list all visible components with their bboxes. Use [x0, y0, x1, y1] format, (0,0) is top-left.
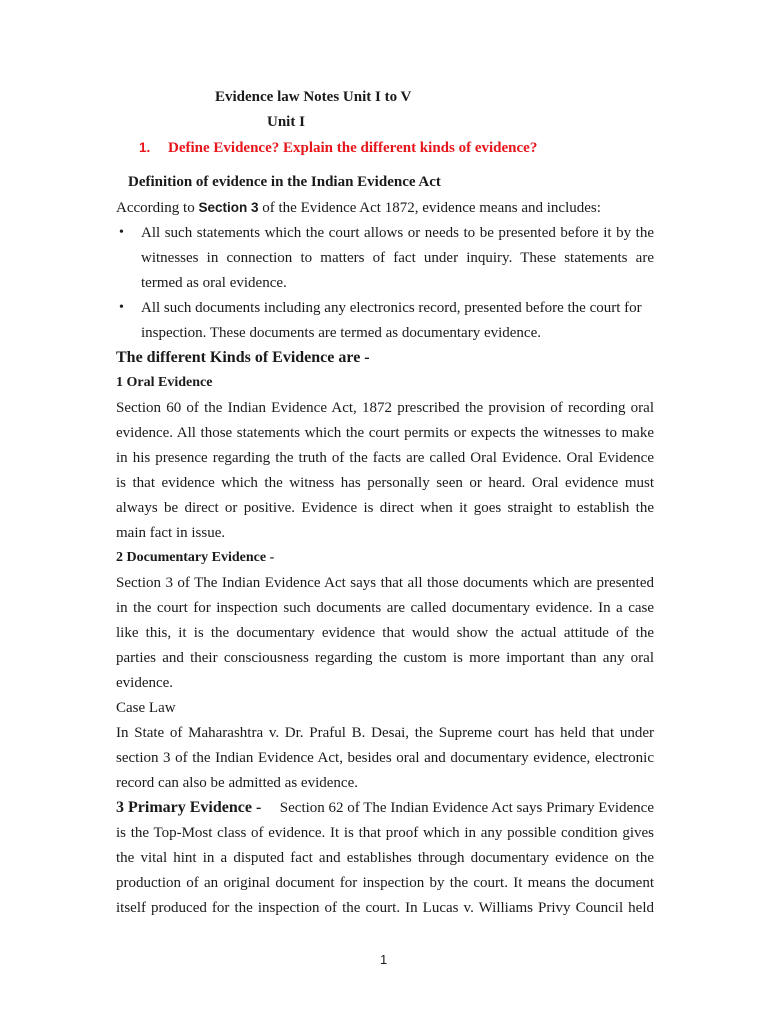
oral-para-line: is that evidence which the witness has personally seen or heard. Oral evidence must: [116, 475, 654, 491]
case-law-label: Case Law: [116, 700, 176, 716]
bullet2-line: All such documents including any electronics record, presented before the court for: [141, 300, 642, 316]
bullet1-line: witnesses in connection to matters of fact under inquiry. These statements are: [141, 250, 654, 266]
primary-evidence-heading: 3 Primary Evidence -: [116, 799, 262, 816]
intro-pre: According to: [116, 200, 199, 216]
case-para-line: section 3 of the Indian Evidence Act, besides oral and documentary evidence, electronic: [116, 750, 654, 766]
case-para-line: In State of Maharashtra v. Dr. Praful B. Desai, the Supreme court has held that under: [116, 725, 654, 741]
intro-section-ref: Section 3: [198, 200, 259, 215]
bullet2-line: inspection. These documents are termed as documentary evidence.: [141, 325, 541, 341]
oral-para-line: evidence. All those statements which the court permits or expects the witnesses to make: [116, 425, 654, 441]
primary-para-line: the vital hint in a disputed fact and establishes through documentary evidence on the: [116, 850, 654, 866]
documentary-para-line: evidence.: [116, 675, 174, 691]
page-number: 1: [380, 952, 388, 967]
kinds-heading: The different Kinds of Evidence are -: [116, 349, 370, 366]
oral-para-line: Section 60 of the Indian Evidence Act, 1872 prescribed the provision of recording oral: [116, 400, 654, 416]
documentary-evidence-heading: 2 Documentary Evidence -: [116, 550, 275, 565]
definition-heading: Definition of evidence in the Indian Evidence Act: [128, 174, 441, 190]
primary-para-line: production of an original document for inspection by the court. It means the document: [116, 875, 654, 891]
intro-line: [116, 198, 601, 218]
documentary-para-line: in the court for inspection such documents are called documentary evidence. In a case: [116, 600, 654, 616]
case-para-line: record can also be admitted as evidence.: [116, 775, 358, 791]
question-text: Define Evidence? Explain the different kinds of evidence?: [168, 140, 538, 156]
documentary-para-line: parties and their consciousness regarding the custom is more important than any oral: [116, 650, 654, 666]
bullet-marker: •: [119, 300, 124, 315]
oral-evidence-heading: 1 Oral Evidence: [116, 375, 213, 390]
documentary-para-line: Section 3 of The Indian Evidence Act says that all those documents which are presented: [116, 575, 654, 591]
primary-evidence-line: [116, 798, 654, 818]
document-title: Evidence law Notes Unit I to V: [215, 89, 412, 105]
intro-post: of the Evidence Act 1872, evidence means and includes:: [258, 200, 601, 216]
question-number: 1.: [139, 140, 151, 155]
unit-heading: Unit I: [267, 114, 305, 130]
oral-para-line: main fact in issue.: [116, 525, 226, 541]
documentary-para-line: like this, it is the documentary evidence that would show the actual attitude of the: [116, 625, 654, 641]
primary-para-line: itself produced for the inspection of the court. In Lucas v. Williams Privy Council held: [116, 900, 654, 916]
primary-para-line: is the Top-Most class of evidence. It is that proof which in any possible condition gives: [116, 825, 654, 841]
primary-evidence-first: Section 62 of The Indian Evidence Act says Primary Evidence: [279, 800, 654, 816]
bullet1-line: All such statements which the court allows or needs to be presented before it by the: [141, 225, 654, 241]
question-line: [139, 138, 537, 158]
oral-para-line: in his presence regarding the truth of the facts are called Oral Evidence. Oral Evidence: [116, 450, 654, 466]
bullet-marker: •: [119, 225, 124, 240]
oral-para-line: always be direct or positive. Evidence is direct when it goes straight to establish the: [116, 500, 654, 516]
bullet1-line: termed as oral evidence.: [141, 275, 287, 291]
